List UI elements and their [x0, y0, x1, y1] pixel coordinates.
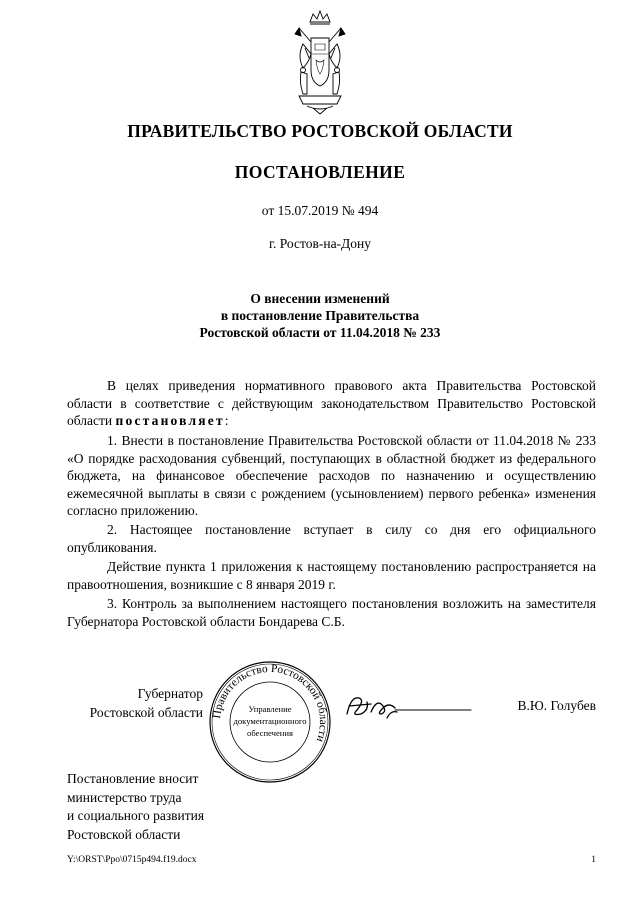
- seal-inner-line: документационного: [233, 716, 307, 726]
- organization-title: ПРАВИТЕЛЬСТВО РОСТОВСКОЙ ОБЛАСТИ: [127, 121, 513, 141]
- submitted-by-line: Постановление вносит: [67, 771, 199, 786]
- resolution-keyword: постановляет: [115, 413, 225, 428]
- official-seal-stamp: [208, 660, 332, 784]
- document-date-number: от 15.07.2019 № 494: [261, 203, 379, 218]
- signer-position-line: Ростовской области: [89, 705, 203, 720]
- document-city: г. Ростов-на-Дону: [268, 236, 371, 251]
- subject-line: О внесении изменений: [250, 291, 390, 306]
- document-type: ПОСТАНОВЛЕНИЕ: [234, 162, 406, 182]
- submitted-by-note: [67, 770, 267, 844]
- signer-position-line: Губернатор: [137, 686, 203, 701]
- rostov-oblast-coat-of-arms-icon: [293, 8, 347, 116]
- intro-paragraph: [67, 377, 596, 430]
- seal-outer-text: Правительство Ростовской области: [211, 662, 330, 744]
- paragraph-item-2-effect: Действие пункта 1 приложения к настоящему постановлению распространяется на правоотношения, возникшие с 8 января 2019 г.: [67, 559, 596, 592]
- subject-line: в постановление Правительства: [220, 308, 420, 323]
- paragraph-item-3: 3. Контроль за выполнением настоящего постановления возложить на заместителя Губернатора Ростовской области Бондарева С.Б.: [67, 596, 596, 629]
- paragraph-item-2: 2. Настоящее постановление вступает в силу со дня его официального опубликования.: [67, 522, 596, 555]
- page-number: 1: [591, 855, 596, 865]
- signer-name: В.Ю. Голубев: [517, 698, 596, 713]
- seal-inner-line: Управление: [248, 704, 292, 714]
- paragraph-item-1: 1. Внести в постановление Правительства Ростовской области от 11.04.2018 № 233 «О порядке расходования субвенций, поступающих в областной бюджет из федерального бюджета, на финансовое обеспечение расходов по назначению и осуществлению ежемесячной выплаты в связи с рождением (усыновлением) первого ребенка» изменения согласно приложению.: [67, 433, 596, 518]
- submitted-by-line: министерство труда: [67, 789, 182, 805]
- submitted-by-line: Ростовской области: [67, 826, 181, 842]
- subject-line: Ростовской области от 11.04.2018 № 233: [199, 325, 441, 340]
- file-path: Y:\ORST\Ppo\0715p494.f19.docx: [67, 855, 197, 865]
- signer-position: [67, 684, 203, 722]
- document-subject: [0, 290, 640, 341]
- intro-end: :: [224, 413, 229, 428]
- handwritten-signature-icon: [343, 688, 473, 724]
- seal-inner-line: обеспечения: [247, 728, 293, 738]
- intro-text: В целях приведения нормативного правового акта Правительства Ростовской области в соответствие с действующим законодательством Правительство Ростовской области: [67, 378, 596, 428]
- submitted-by-line: и социального развития: [67, 808, 205, 823]
